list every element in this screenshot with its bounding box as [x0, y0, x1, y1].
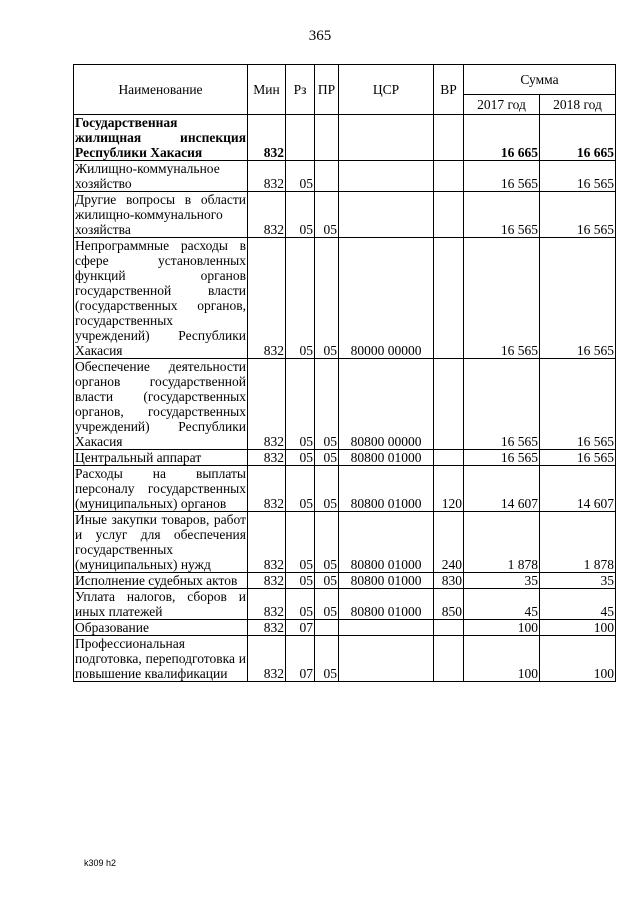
row-min: 832 — [248, 573, 286, 589]
row-name: Государственная жилищная инспекция Республики Хакасия — [75, 115, 246, 160]
row-rz: 05 — [286, 512, 315, 573]
row-vr: 830 — [434, 573, 464, 589]
row-sum-2018: 16 565 — [540, 238, 616, 359]
table-row — [74, 466, 616, 512]
row-min: 832 — [248, 450, 286, 466]
row-sum-2017: 100 — [464, 620, 540, 636]
page-number: 365 — [308, 28, 332, 44]
row-name: Непрограммные расходы в сфере установленных функций органов государственной власти (государственных органов, государственных учреждений) Республики Хакасия — [75, 238, 246, 358]
row-sum-2018: 45 — [540, 589, 616, 620]
row-pr: 05 — [315, 636, 339, 682]
row-vr — [434, 192, 464, 238]
row-sum-2018: 100 — [540, 620, 616, 636]
row-min: 832 — [248, 238, 286, 359]
row-vr — [434, 115, 464, 161]
row-sum-2017: 16 665 — [464, 115, 540, 161]
row-name: Исполнение судебных актов — [74, 573, 248, 589]
table-row — [74, 573, 616, 589]
row-pr: 05 — [315, 466, 339, 512]
row-name: Жилищно-коммунальное хозяйство — [74, 161, 248, 192]
header-sum: Сумма — [464, 65, 616, 95]
row-csr — [339, 636, 434, 682]
row-rz: 05 — [286, 192, 315, 238]
row-sum-2018: 100 — [540, 636, 616, 682]
table-row — [74, 636, 616, 682]
header-year-2018: 2018 год — [540, 95, 616, 115]
row-vr — [434, 161, 464, 192]
row-sum-2017: 16 565 — [464, 161, 540, 192]
row-vr — [434, 636, 464, 682]
row-pr — [315, 161, 339, 192]
row-pr: 05 — [315, 192, 339, 238]
row-rz: 05 — [286, 466, 315, 512]
table-row — [74, 238, 616, 359]
budget-table — [73, 64, 616, 682]
row-vr — [434, 359, 464, 450]
row-sum-2018: 16 565 — [540, 161, 616, 192]
header-csr: ЦСР — [339, 65, 434, 115]
row-csr: 80800 00000 — [339, 359, 434, 450]
row-sum-2017: 16 565 — [464, 192, 540, 238]
row-name: Профессиональная подготовка, переподготовка и повышение квалификации — [75, 636, 246, 681]
table-row — [74, 620, 616, 636]
row-csr: 80800 01000 — [339, 512, 434, 573]
row-min: 832 — [248, 466, 286, 512]
row-rz: 05 — [286, 589, 315, 620]
table-row — [74, 512, 616, 573]
row-sum-2018: 16 565 — [540, 359, 616, 450]
row-sum-2018: 16 565 — [540, 192, 616, 238]
row-rz: 07 — [286, 636, 315, 682]
row-pr: 05 — [315, 589, 339, 620]
row-sum-2017: 16 565 — [464, 238, 540, 359]
row-pr: 05 — [315, 359, 339, 450]
row-sum-2017: 35 — [464, 573, 540, 589]
row-sum-2017: 100 — [464, 636, 540, 682]
row-csr — [339, 161, 434, 192]
row-vr: 850 — [434, 589, 464, 620]
row-vr: 240 — [434, 512, 464, 573]
row-pr: 05 — [315, 512, 339, 573]
row-pr: 05 — [315, 450, 339, 466]
row-pr: 05 — [315, 238, 339, 359]
row-min: 832 — [248, 115, 286, 161]
row-vr — [434, 238, 464, 359]
header-name: Наименование — [74, 65, 248, 115]
row-min: 832 — [248, 589, 286, 620]
row-pr — [315, 115, 339, 161]
table-row — [74, 115, 616, 161]
row-sum-2017: 45 — [464, 589, 540, 620]
row-csr — [339, 115, 434, 161]
table-row — [74, 161, 616, 192]
row-vr: 120 — [434, 466, 464, 512]
row-min: 832 — [248, 636, 286, 682]
row-sum-2018: 16 665 — [540, 115, 616, 161]
footer-code: k309 h2 — [84, 858, 117, 868]
table-row — [74, 589, 616, 620]
row-csr: 80800 01000 — [339, 466, 434, 512]
row-min: 832 — [248, 359, 286, 450]
row-csr — [339, 620, 434, 636]
row-csr: 80000 00000 — [339, 238, 434, 359]
header-year-2017: 2017 год — [464, 95, 540, 115]
table-row — [74, 450, 616, 466]
row-rz: 05 — [286, 573, 315, 589]
row-sum-2018: 35 — [540, 573, 616, 589]
row-name: Иные закупки товаров, работ и услуг для обеспечения государственных (муниципальных) нужд — [75, 512, 246, 572]
row-pr — [315, 620, 339, 636]
row-csr: 80800 01000 — [339, 589, 434, 620]
row-min: 832 — [248, 620, 286, 636]
row-name: Расходы на выплаты персоналу государственных (муниципальных) органов — [75, 466, 246, 511]
row-csr: 80800 01000 — [339, 573, 434, 589]
row-rz: 05 — [286, 450, 315, 466]
row-vr — [434, 450, 464, 466]
table-row — [74, 359, 616, 450]
row-min: 832 — [248, 161, 286, 192]
row-name: Уплата налогов, сборов и иных платежей — [75, 589, 246, 619]
row-csr — [339, 192, 434, 238]
row-vr — [434, 620, 464, 636]
row-pr: 05 — [315, 573, 339, 589]
row-rz: 07 — [286, 620, 315, 636]
row-min: 832 — [248, 192, 286, 238]
row-csr: 80800 01000 — [339, 450, 434, 466]
row-name: Обеспечение деятельности органов государственной власти (государственных органов, государственных учреждений) Республики Хакасия — [75, 359, 246, 449]
row-min: 832 — [248, 512, 286, 573]
row-rz: 05 — [286, 238, 315, 359]
row-rz: 05 — [286, 359, 315, 450]
row-name: Центральный аппарат — [74, 450, 248, 466]
table-row — [74, 192, 616, 238]
row-sum-2018: 1 878 — [540, 512, 616, 573]
row-name: Другие вопросы в области жилищно-коммунального хозяйства — [75, 192, 246, 237]
row-sum-2017: 16 565 — [464, 450, 540, 466]
header-rz: Рз — [286, 65, 315, 115]
header-min: Мин — [248, 65, 286, 115]
row-sum-2018: 16 565 — [540, 450, 616, 466]
header-vr: ВР — [434, 65, 464, 115]
header-pr: ПР — [315, 65, 339, 115]
row-sum-2017: 14 607 — [464, 466, 540, 512]
row-name: Образование — [74, 620, 248, 636]
row-sum-2017: 16 565 — [464, 359, 540, 450]
row-rz: 05 — [286, 161, 315, 192]
row-rz — [286, 115, 315, 161]
row-sum-2017: 1 878 — [464, 512, 540, 573]
row-sum-2018: 14 607 — [540, 466, 616, 512]
